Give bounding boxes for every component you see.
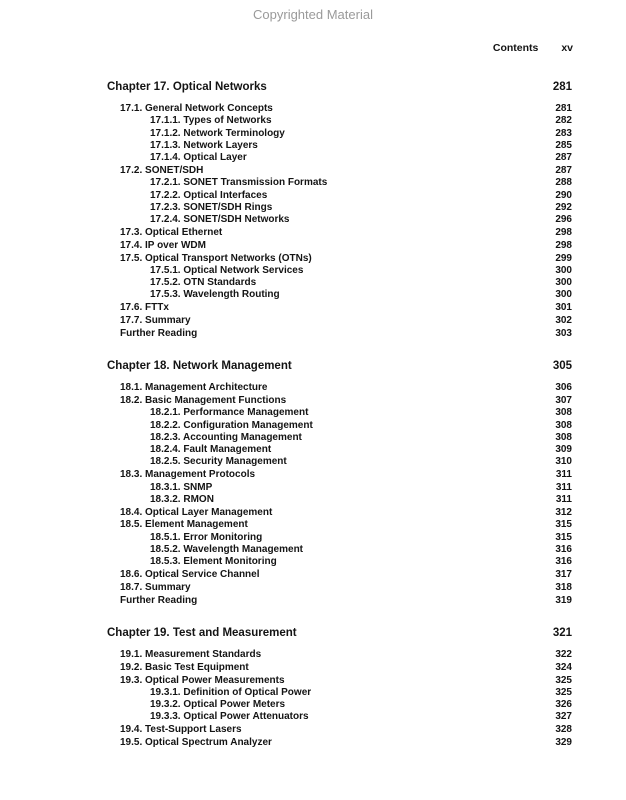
toc-entry-page-number: 308 [555, 419, 572, 431]
toc-entry[interactable] [107, 202, 572, 214]
toc-entry-title: 17.5. Optical Transport Networks (OTNs) [120, 252, 312, 264]
toc-entry-page-number: 296 [555, 214, 572, 226]
toc-entry-title: 18.7. Summary [120, 581, 191, 593]
toc-entry[interactable] [107, 253, 572, 265]
toc-entry[interactable] [107, 128, 572, 140]
toc-entry-title: 18.5.2. Wavelength Management [150, 544, 304, 555]
toc-entry[interactable] [107, 265, 572, 277]
toc-entry[interactable] [107, 432, 572, 444]
toc-entry-list [107, 649, 572, 749]
toc-entry-page-number: 316 [555, 556, 572, 568]
toc-entry-title: 18.2.1. Performance Management [150, 407, 309, 419]
running-head [493, 42, 573, 54]
toc-entry-page-number: 281 [555, 103, 572, 114]
toc-entry-title: 19.3.1. Definition of Optical Power [150, 686, 312, 698]
toc-entry[interactable] [107, 227, 572, 239]
toc-entry-page-number: 310 [555, 456, 572, 468]
toc-entry-page-number: 299 [555, 252, 572, 264]
toc-entry-page-number: 324 [555, 661, 572, 673]
toc-entry-page-number: 325 [555, 686, 572, 698]
chapter-heading[interactable] [107, 359, 572, 373]
table-of-contents [107, 80, 572, 768]
toc-entry-page-number: 315 [555, 531, 572, 543]
toc-entry[interactable] [107, 315, 572, 327]
running-head-page: xv [561, 42, 573, 54]
toc-entry[interactable] [107, 444, 572, 456]
toc-entry-title: 17.7. Summary [120, 315, 191, 327]
toc-entry-page-number: 311 [555, 493, 572, 505]
toc-entry-title: 17.2.2. Optical Interfaces [150, 189, 268, 201]
toc-entry-title: 17.5.3. Wavelength Routing [150, 289, 280, 301]
toc-entry-title: 17.5.1. Optical Network Services [150, 264, 304, 276]
toc-entry[interactable] [107, 662, 572, 674]
toc-entry-page-number: 292 [555, 201, 572, 213]
toc-entry-page-number: 318 [555, 581, 572, 593]
toc-entry[interactable] [107, 456, 572, 468]
chapter-heading[interactable] [107, 80, 572, 94]
toc-entry[interactable] [107, 532, 572, 544]
toc-entry-page-number: 315 [555, 519, 572, 531]
toc-entry-page-number: 283 [555, 127, 572, 139]
toc-entry-title: 17.1.2. Network Terminology [150, 127, 285, 139]
toc-entry[interactable] [107, 165, 572, 177]
toc-entry-title: 17.4. IP over WDM [120, 239, 206, 251]
toc-entry[interactable] [107, 675, 572, 687]
toc-entry-title: 18.2.2. Configuration Management [150, 419, 313, 431]
toc-entry-page-number: 285 [555, 139, 572, 151]
chapter-section [107, 626, 572, 749]
toc-entry[interactable] [107, 569, 572, 581]
toc-entry-title: 18.5.1. Error Monitoring [150, 531, 263, 543]
toc-entry-page-number: 298 [555, 226, 572, 238]
toc-entry[interactable] [107, 328, 572, 340]
toc-entry-title: 18.4. Optical Layer Management [120, 506, 273, 518]
toc-entry-page-number: 287 [555, 164, 572, 176]
toc-entry-page-number: 287 [555, 152, 572, 164]
toc-entry-page-number: 319 [555, 594, 572, 606]
toc-entry-title: 17.5.2. OTN Standards [150, 277, 257, 289]
toc-entry-page-number: 308 [555, 407, 572, 419]
toc-entry-page-number: 308 [555, 431, 572, 443]
toc-entry-title: 18.5. Element Management [120, 519, 248, 531]
toc-entry-title: 18.2.3. Accounting Management [150, 431, 302, 443]
toc-entry-page-number: 316 [555, 544, 572, 555]
toc-entry[interactable] [107, 115, 572, 127]
toc-entry[interactable] [107, 152, 572, 164]
toc-entry-list [107, 382, 572, 607]
toc-entry-title: 19.3.2. Optical Power Meters [150, 699, 286, 711]
toc-entry[interactable] [107, 595, 572, 607]
toc-entry-title: 17.2.4. SONET/SDH Networks [150, 214, 290, 226]
toc-entry-page-number: 306 [555, 382, 572, 394]
toc-entry-title: 18.2. Basic Management Functions [120, 394, 287, 406]
toc-entry-page-number: 309 [555, 444, 572, 456]
toc-entry[interactable] [107, 494, 572, 506]
toc-entry-title: 18.6. Optical Service Channel [120, 569, 260, 581]
chapter-title: Chapter 19. Test and Measurement [107, 626, 297, 639]
toc-entry-page-number: 302 [555, 315, 572, 327]
toc-entry[interactable] [107, 395, 572, 407]
toc-entry[interactable] [107, 289, 572, 301]
chapter-page-number: 305 [552, 360, 572, 373]
toc-entry-page-number: 322 [555, 648, 572, 660]
toc-entry-page-number: 311 [555, 481, 572, 493]
toc-entry[interactable] [107, 544, 572, 556]
toc-entry-title: 18.3. Management Protocols [120, 469, 256, 481]
toc-entry[interactable] [107, 103, 572, 115]
toc-entry-title: 18.3.2. RMON [150, 493, 214, 505]
toc-entry-title: 17.2. SONET/SDH [120, 164, 204, 176]
toc-entry-title: 19.4. Test-Support Lasers [120, 724, 242, 736]
toc-entry-page-number: 288 [555, 177, 572, 189]
toc-entry-page-number: 307 [555, 394, 572, 406]
toc-entry-title: 17.1.4. Optical Layer [150, 152, 247, 164]
toc-entry-page-number: 312 [555, 506, 572, 518]
toc-entry-title: 17.6. FTTx [120, 302, 169, 314]
toc-entry-title: 19.3. Optical Power Measurements [120, 674, 285, 686]
toc-entry[interactable] [107, 407, 572, 419]
toc-entry[interactable] [107, 482, 572, 494]
toc-entry-title: 19.3.3. Optical Power Attenuators [150, 711, 309, 723]
toc-entry-title: Further Reading [120, 327, 198, 339]
toc-entry[interactable] [107, 469, 572, 481]
toc-entry[interactable] [107, 507, 572, 519]
toc-entry-title: 19.5. Optical Spectrum Analyzer [120, 737, 272, 749]
toc-entry-page-number: 282 [555, 115, 572, 127]
toc-entry[interactable] [107, 737, 572, 749]
toc-entry-title: 18.2.4. Fault Management [150, 444, 272, 456]
chapter-title: Chapter 17. Optical Networks [107, 81, 267, 93]
toc-entry-page-number: 328 [555, 724, 572, 736]
toc-entry[interactable] [107, 140, 572, 152]
toc-entry-title: 17.3. Optical Ethernet [120, 226, 223, 238]
toc-entry[interactable] [107, 302, 572, 314]
toc-entry[interactable] [107, 190, 572, 202]
toc-entry-title: 18.2.5. Security Management [150, 456, 287, 468]
toc-entry-title: 18.1. Management Architecture [120, 382, 268, 394]
toc-entry-title: 17.2.1. SONET Transmission Formats [150, 177, 328, 189]
toc-entry-page-number: 329 [555, 737, 572, 749]
toc-entry-page-number: 300 [555, 277, 572, 289]
toc-entry[interactable] [107, 699, 572, 711]
toc-entry-title: 17.2.3. SONET/SDH Rings [150, 201, 273, 213]
toc-entry-title: 17.1.1. Types of Networks [150, 115, 272, 127]
chapter-heading[interactable] [107, 626, 572, 640]
toc-entry[interactable] [107, 519, 572, 531]
chapter-section [107, 80, 572, 340]
toc-entry-title: 18.3.1. SNMP [150, 481, 213, 493]
toc-entry[interactable] [107, 277, 572, 289]
toc-entry[interactable] [107, 687, 572, 699]
chapter-page-number: 321 [552, 626, 572, 639]
toc-entry-page-number: 325 [555, 674, 572, 686]
chapter-title: Chapter 18. Network Management [107, 360, 292, 373]
toc-entry-title: 18.5.3. Element Monitoring [150, 556, 277, 568]
toc-entry-page-number: 300 [555, 264, 572, 276]
toc-entry-title: 17.1.3. Network Layers [150, 139, 258, 151]
toc-entry[interactable] [107, 724, 572, 736]
toc-entry-page-number: 311 [555, 469, 572, 481]
toc-entry-page-number: 300 [555, 289, 572, 301]
toc-entry[interactable] [107, 382, 572, 394]
copyright-watermark: Copyrighted Material [253, 7, 373, 22]
toc-entry-page-number: 303 [555, 327, 572, 339]
toc-entry-page-number: 290 [555, 189, 572, 201]
toc-entry[interactable] [107, 711, 572, 723]
toc-entry-title: Further Reading [120, 594, 198, 606]
toc-entry[interactable] [107, 214, 572, 226]
toc-entry-page-number: 317 [555, 569, 572, 581]
toc-entry-page-number: 301 [555, 302, 572, 314]
toc-entry-title: 19.2. Basic Test Equipment [120, 661, 249, 673]
toc-entry-list [107, 103, 572, 340]
running-head-title: Contents [492, 42, 539, 54]
toc-entry[interactable] [107, 240, 572, 252]
toc-entry-page-number: 298 [555, 239, 572, 251]
toc-entry-page-number: 327 [555, 711, 572, 723]
toc-entry[interactable] [107, 649, 572, 661]
toc-entry[interactable] [107, 420, 572, 432]
toc-entry-title: 19.1. Measurement Standards [120, 648, 262, 660]
toc-entry-page-number: 326 [555, 699, 572, 711]
toc-entry[interactable] [107, 177, 572, 189]
chapter-section [107, 359, 572, 607]
toc-entry[interactable] [107, 582, 572, 594]
toc-entry[interactable] [107, 556, 572, 568]
chapter-page-number: 281 [552, 81, 572, 93]
toc-entry-title: 17.1. General Network Concepts [120, 103, 273, 114]
